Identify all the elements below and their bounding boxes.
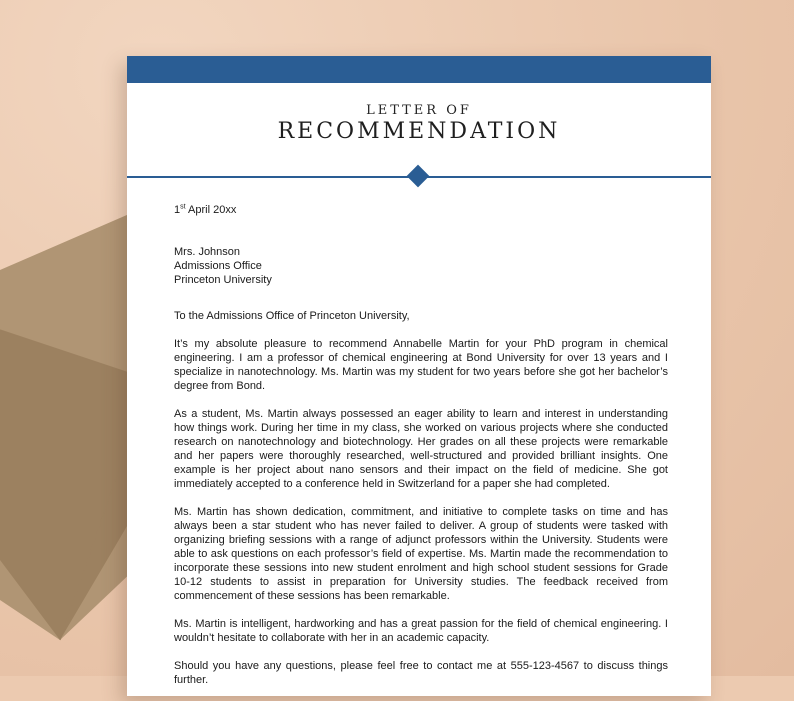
date-suffix: st [180,203,186,211]
paragraph-5: Should you have any questions, please feel free to contact me at 555-123-4567 to discuss things further. [174,660,668,686]
recipient-institution: Princeton University [174,274,272,286]
date-rest: April 20xx [185,204,237,216]
paragraph-3: Ms. Martin has shown dedication, commitment, and initiative to complete tasks on time and has always been a star student who has never failed to deliver. A group of students were tasked with organizing briefing sessions with a range of adjunct professors within the University. Students were able to ask questions on each professor’s field of expertise. Ms. Martin made the recommendation to incorporate these sessions into new student enrolment and high school student sessions for Grade 10-12 students to assist in preparation for University studies. The feedback received from commencement of these sessions has been remarkable. [174,506,668,602]
paragraph-2: As a student, Ms. Martin always possessed an eager ability to learn and interest in understanding how things work. During her time in my class, she worked on various projects where she conducted research on nanotechnology and biotechnology. Her grades on all these projects were remarkable and her papers were thoroughly researched, well-structured and provided brilliant insights. One example is her project about nano sensors and their impact on the field of medicine. She got immediately accepted to a conference held in Switzerland for a paper she had completed. [174,408,668,490]
recipient-address [174,245,668,287]
paragraph-1: It’s my absolute pleasure to recommend Annabelle Martin for your PhD program in chemical engineering. I am a professor of chemical engineering at Bond University for over 13 years and I specialize in nanotechnology. Ms. Martin was my student for two years before she got her bachelor’s degree from Bond. [174,338,668,392]
salutation: To the Admissions Office of Princeton University, [174,310,410,322]
recipient-name: Mrs. Johnson [174,246,241,258]
letter-paper [127,56,711,696]
paragraph-4: Ms. Martin is intelligent, hardworking and has a great passion for the field of chemical engineering. I wouldn’t hesitate to collaborate with her in an academic capacity. [174,618,668,644]
header-band [127,56,711,83]
divider-diamond-icon [407,165,430,188]
letter-body [174,203,668,701]
recipient-department: Admissions Office [174,260,262,272]
date-day: 1 [174,204,181,216]
title-line-2: RECOMMENDATION [277,119,561,144]
title-line-1: LETTER OF [366,103,472,118]
letter-date [174,203,668,217]
